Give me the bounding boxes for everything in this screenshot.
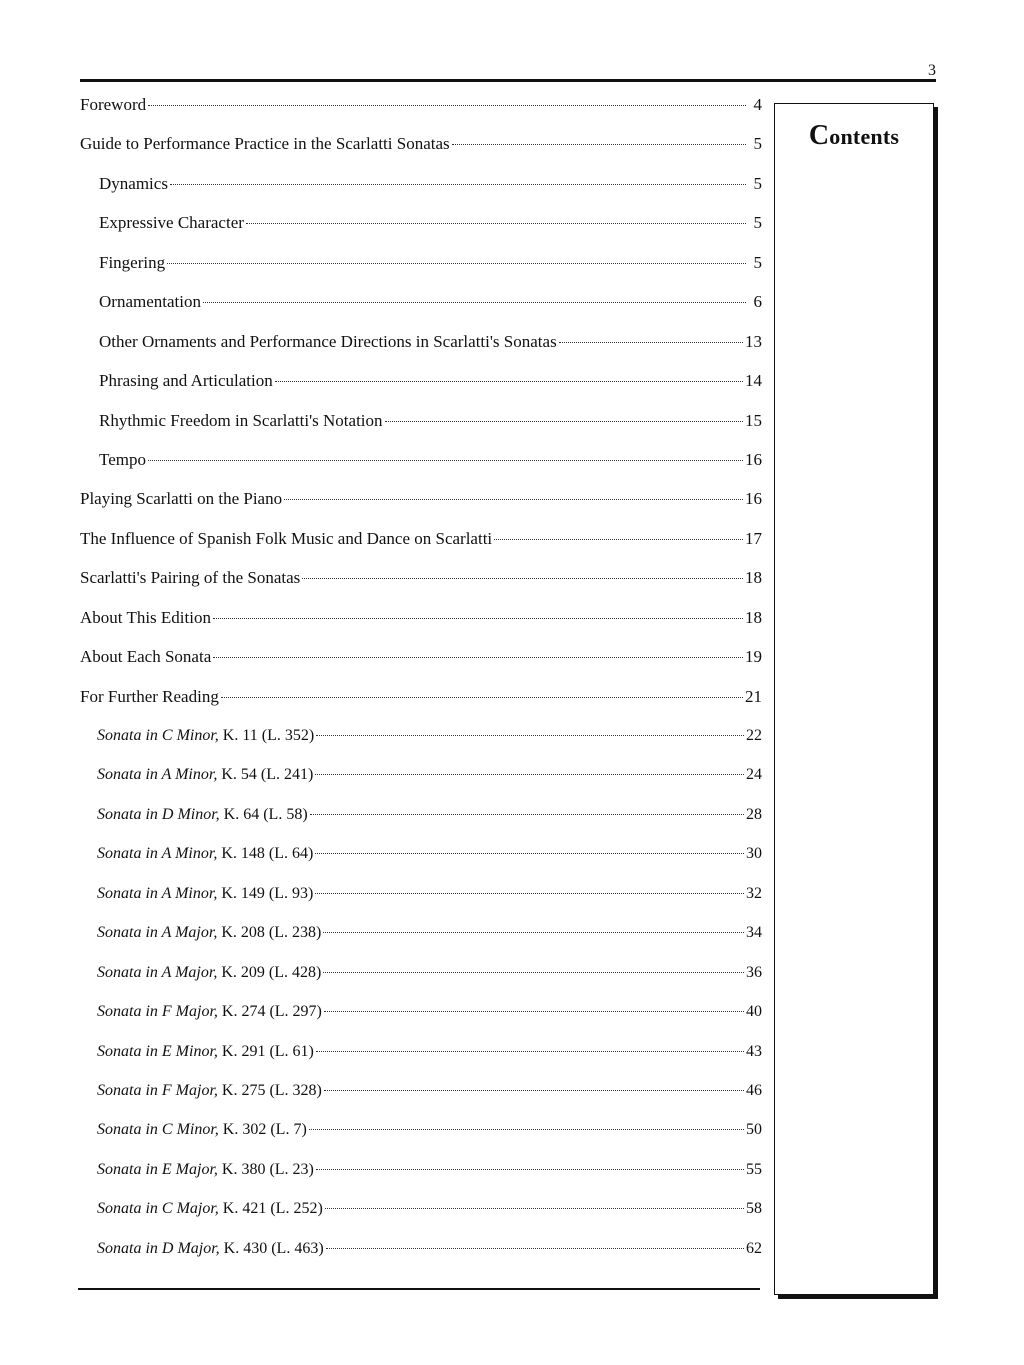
toc-entry-ornamentation[interactable]	[80, 291, 762, 330]
toc-entry-title: About Each Sonata	[80, 647, 212, 667]
dot-leader	[213, 618, 743, 619]
toc-sonata-entry[interactable]	[80, 1080, 762, 1119]
dot-leader	[284, 499, 743, 500]
sonata-catalog: K. 148 (L. 64)	[217, 845, 314, 863]
toc-sonata-title	[97, 1238, 324, 1260]
sonata-key: C Minor,	[161, 727, 219, 744]
toc-entry-page: 62	[746, 1239, 762, 1257]
toc-entry-page: 14	[745, 371, 762, 391]
toc-entry-page: 16	[745, 489, 762, 509]
toc-entry-page: 13	[745, 331, 762, 351]
toc-sonata-entry[interactable]	[80, 1041, 762, 1080]
top-rule	[80, 79, 936, 82]
toc-sonata-entry[interactable]	[80, 843, 762, 882]
sonata-catalog: K. 11 (L. 352)	[218, 727, 315, 744]
dot-leader	[316, 1051, 744, 1052]
toc-sonata-entry[interactable]	[80, 804, 762, 843]
toc-sonata-title	[97, 725, 314, 747]
sonata-key: F Major,	[161, 1003, 218, 1021]
sonata-prefix: Sonata in	[97, 1042, 162, 1060]
sonata-catalog: K. 274 (L. 297)	[217, 1003, 322, 1021]
dot-leader	[315, 774, 744, 775]
toc-sonata-entry[interactable]	[80, 725, 762, 764]
toc-sonata-title	[97, 1119, 307, 1141]
toc-sonata-title	[97, 1041, 314, 1063]
dot-leader	[309, 1129, 744, 1130]
toc-sonata-entry[interactable]	[80, 883, 762, 922]
sonata-catalog: K. 64 (L. 58)	[219, 805, 308, 823]
toc-entry-about-edition[interactable]	[80, 607, 762, 646]
dot-leader	[452, 144, 746, 145]
toc-entry-page: 21	[745, 686, 762, 706]
toc-entry-other-ornaments[interactable]	[80, 331, 762, 370]
sonata-prefix: Sonata in	[97, 1081, 162, 1099]
sonata-catalog: K. 54 (L. 241)	[217, 766, 314, 784]
sonata-key: E Minor,	[161, 1042, 218, 1060]
sonata-prefix: Sonata in	[97, 884, 162, 902]
toc-entry-fingering[interactable]	[80, 252, 762, 291]
toc-entry-title: Fingering	[99, 252, 166, 272]
toc-entry-title: Playing Scarlatti on the Piano	[80, 489, 283, 509]
toc-entry-page: 40	[746, 1003, 762, 1021]
toc-entry-title: About This Edition	[80, 607, 211, 627]
dot-leader	[494, 539, 743, 540]
toc-entry-expressive-character[interactable]	[80, 212, 762, 251]
sonata-prefix: Sonata in	[97, 1200, 162, 1218]
dot-leader	[246, 223, 746, 224]
toc-entry-page: 18	[745, 568, 762, 588]
sonata-catalog: K. 421 (L. 252)	[218, 1200, 323, 1218]
toc-entry-page: 5	[753, 134, 762, 154]
toc-sonata-entry[interactable]	[80, 962, 762, 1001]
sonata-key: C Minor,	[161, 1121, 219, 1139]
toc-entry-tempo[interactable]	[80, 449, 762, 488]
toc-entry-title: Scarlatti's Pairing of the Sonatas	[80, 568, 301, 588]
dot-leader	[148, 460, 743, 461]
toc-entry-page: 19	[745, 647, 762, 667]
sonata-key: E Major,	[161, 1160, 218, 1178]
toc-entry-page: 18	[745, 607, 762, 627]
toc-entry-page: 5	[753, 173, 762, 193]
dot-leader	[203, 302, 746, 303]
toc-entry-foreword[interactable]	[80, 94, 762, 133]
contents-heading-initial: C	[808, 120, 830, 151]
sonata-prefix: Sonata in	[97, 845, 162, 863]
toc-entry-pairing[interactable]	[80, 567, 762, 606]
toc-entry-page: 55	[746, 1160, 762, 1178]
sonata-catalog: K. 302 (L. 7)	[218, 1121, 307, 1139]
toc-entry-page: 22	[746, 727, 762, 744]
dot-leader	[325, 1208, 744, 1209]
sonata-catalog: K. 291 (L. 61)	[217, 1042, 314, 1060]
toc-sonata-entry[interactable]	[80, 1159, 762, 1198]
toc-entry-title: Dynamics	[99, 173, 168, 193]
sonata-key: A Minor,	[161, 845, 218, 863]
toc-entry-dynamics[interactable]	[80, 173, 762, 212]
sonata-prefix: Sonata in	[97, 963, 162, 981]
dot-leader	[167, 263, 746, 264]
toc-entry-page: 46	[746, 1081, 762, 1099]
page-number: 3	[928, 62, 936, 79]
dot-leader	[213, 657, 743, 658]
dot-leader	[385, 421, 743, 422]
sonata-prefix: Sonata in	[97, 1160, 162, 1178]
toc-entry-page: 17	[745, 528, 762, 548]
dot-leader	[302, 578, 743, 579]
toc-sonata-title	[97, 922, 321, 944]
toc-entry-page: 28	[746, 805, 762, 823]
dot-leader	[275, 381, 743, 382]
toc-entry-spanish-influence[interactable]	[80, 528, 762, 567]
sonata-key: A Major,	[161, 963, 218, 981]
sonata-prefix: Sonata in	[97, 805, 162, 823]
toc-entry-page: 32	[746, 884, 762, 902]
sonata-prefix: Sonata in	[97, 727, 162, 744]
toc-entry-title: Guide to Performance Practice in the Scarlatti Sonatas	[80, 134, 450, 154]
sonata-prefix: Sonata in	[97, 1239, 162, 1257]
sonata-key: C Major,	[161, 1200, 219, 1218]
dot-leader	[148, 105, 746, 106]
sonata-catalog: K. 430 (L. 463)	[219, 1239, 324, 1257]
toc-sonata-entry[interactable]	[80, 1238, 762, 1277]
toc-entry-page: 15	[745, 410, 762, 430]
dot-leader	[559, 342, 743, 343]
dot-leader	[324, 1011, 744, 1012]
toc-entry-phrasing[interactable]	[80, 370, 762, 409]
toc-sonata-entry[interactable]	[80, 1198, 762, 1237]
toc-sonata-entry[interactable]	[80, 1001, 762, 1040]
sonata-catalog: K. 275 (L. 328)	[217, 1081, 322, 1099]
toc-entry-performance-guide[interactable]	[80, 133, 762, 172]
contents-heading	[775, 120, 933, 152]
sonata-key: A Minor,	[161, 884, 218, 902]
toc-sonata-title	[97, 1198, 323, 1220]
sonata-prefix: Sonata in	[97, 1003, 162, 1021]
sonata-catalog: K. 380 (L. 23)	[217, 1160, 314, 1178]
sonata-catalog: K. 209 (L. 428)	[217, 963, 322, 981]
dot-leader	[326, 1248, 744, 1249]
dot-leader	[221, 697, 743, 698]
toc-sonata-entry[interactable]	[80, 1119, 762, 1158]
dot-leader	[323, 972, 744, 973]
toc-entry-page: 34	[746, 924, 762, 942]
sonata-key: D Minor,	[161, 805, 220, 823]
contents-heading-rest: ontents	[829, 124, 900, 149]
toc-entry-rhythmic-freedom[interactable]	[80, 410, 762, 449]
toc-entry-title: Foreword	[80, 95, 147, 114]
table-of-contents	[80, 94, 762, 1277]
sonata-prefix: Sonata in	[97, 924, 162, 942]
toc-entry-page: 6	[753, 292, 762, 312]
toc-entry-page: 16	[745, 449, 762, 469]
dot-leader	[170, 184, 746, 185]
toc-entry-title: Phrasing and Articulation	[99, 371, 273, 391]
toc-entry-playing-on-piano[interactable]	[80, 488, 762, 527]
toc-sonata-title	[97, 1080, 322, 1102]
toc-entry-page: 24	[746, 766, 762, 784]
toc-entry-title: The Influence of Spanish Folk Music and Dance on Scarlatti	[80, 528, 493, 548]
toc-entry-title: Ornamentation	[99, 292, 201, 312]
sonata-key: D Major,	[161, 1239, 220, 1257]
toc-sonata-title	[97, 1001, 322, 1023]
toc-sonata-title	[97, 843, 313, 865]
dot-leader	[316, 735, 744, 736]
dot-leader	[316, 1169, 744, 1170]
toc-sonata-entry[interactable]	[80, 764, 762, 803]
toc-sonata-title	[97, 764, 313, 786]
toc-entry-page: 30	[746, 845, 762, 863]
toc-entry-page: 58	[746, 1200, 762, 1218]
sonata-key: A Minor,	[161, 766, 218, 784]
toc-entry-title: Other Ornaments and Performance Directions in Scarlatti's Sonatas	[99, 331, 557, 351]
dot-leader	[315, 853, 744, 854]
toc-entry-page: 4	[753, 95, 762, 114]
toc-entry-title: Expressive Character	[99, 213, 244, 233]
sonata-prefix: Sonata in	[97, 1121, 162, 1139]
sonata-key: F Major,	[161, 1081, 218, 1099]
toc-sonata-title	[97, 962, 321, 984]
sonata-catalog: K. 208 (L. 238)	[217, 924, 322, 942]
toc-entry-page: 5	[753, 213, 762, 233]
toc-entry-page: 5	[753, 252, 762, 272]
dot-leader	[310, 814, 744, 815]
sonata-prefix: Sonata in	[97, 766, 162, 784]
sonata-key: A Major,	[161, 924, 218, 942]
sonata-catalog: K. 149 (L. 93)	[217, 884, 314, 902]
dot-leader	[324, 1090, 744, 1091]
toc-sonata-entry[interactable]	[80, 922, 762, 961]
dot-leader	[323, 932, 744, 933]
toc-entry-page: 43	[746, 1042, 762, 1060]
toc-entry-further-reading[interactable]	[80, 686, 762, 725]
toc-entry-title: For Further Reading	[80, 686, 219, 706]
toc-entry-page: 36	[746, 963, 762, 981]
toc-sonata-title	[97, 883, 313, 905]
toc-entry-about-each-sonata[interactable]	[80, 646, 762, 685]
bottom-rule	[78, 1288, 760, 1290]
toc-entry-title: Rhythmic Freedom in Scarlatti's Notation	[99, 410, 383, 430]
dot-leader	[315, 893, 744, 894]
toc-entry-title: Tempo	[99, 449, 146, 469]
contents-heading-box	[774, 103, 934, 1295]
toc-sonata-title	[97, 804, 308, 826]
toc-entry-page: 50	[746, 1121, 762, 1139]
toc-sonata-title	[97, 1159, 314, 1181]
